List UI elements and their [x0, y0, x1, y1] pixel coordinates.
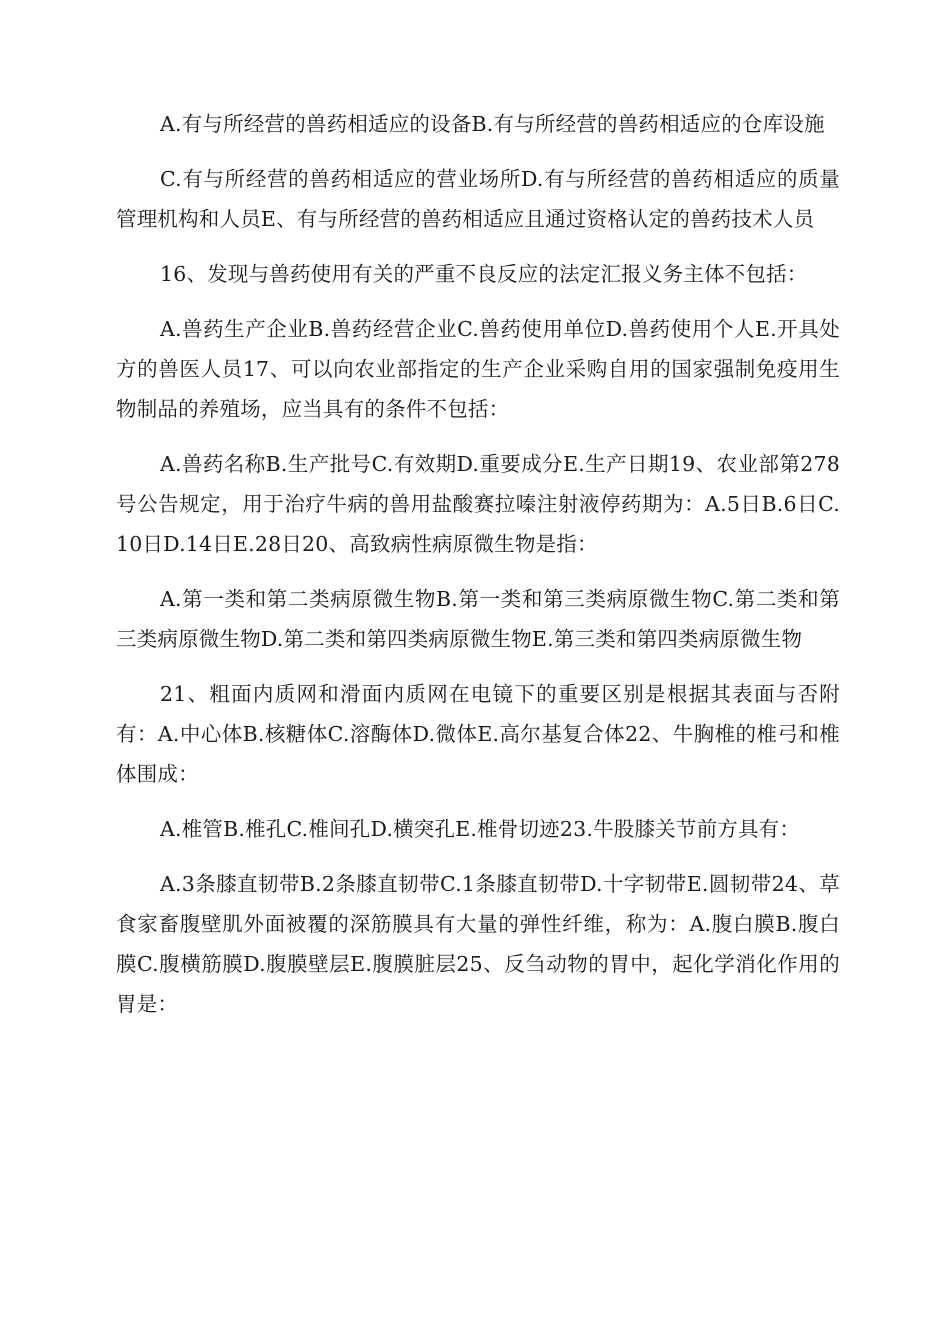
- paragraph-question-17: A.兽药生产企业B.兽药经营企业C.兽药使用单位D.兽药使用个人E.开具处方的兽医人员17、可以向农业部指定的生产企业采购自用的国家强制免疫用生物制品的养殖场，应当具有的条件不包括：: [116, 317, 840, 421]
- paragraph-options-20: A.第一类和第二类病原微生物B.第一类和第三类病原微生物C.第二类和第三类病原微生物D.第二类和第四类病原微生物E.第三类和第四类病原微生物: [116, 587, 840, 651]
- paragraph-options-a-b: A.有与所经营的兽药相适应的设备B.有与所经营的兽药相适应的仓库设施: [160, 112, 825, 136]
- paragraph-question-19-20: A.兽药名称B.生产批号C.有效期D.重要成分E.生产日期19、农业部第278号公告规定，用于治疗牛病的兽用盐酸赛拉嗪注射液停药期为：A.5日B.6日C.10日D.14日E.28日20、高致病性病原微生物是指：: [116, 452, 840, 556]
- paragraph-question-24-25: A.3条膝直韧带B.2条膝直韧带C.1条膝直韧带D.十字韧带E.圆韧带24、草食家畜腹壁肌外面被覆的深筋膜具有大量的弹性纤维，称为：A.腹白膜B.腹白膜C.腹横筋膜D.腹膜壁层E.腹膜脏层25、反刍动物的胃中，起化学消化作用的胃是：: [116, 872, 840, 1016]
- document-page: [116, 104, 840, 1039]
- paragraph-options-c-e: C.有与所经营的兽药相适应的营业场所D.有与所经营的兽药相适应的质量管理机构和人员E、有与所经营的兽药相适应且通过资格认定的兽药技术人员: [116, 167, 840, 231]
- paragraph-question-21-22: 21、粗面内质网和滑面内质网在电镜下的重要区别是根据其表面与否附有：A.中心体B.核糖体C.溶酶体D.微体E.高尔基复合体22、牛胸椎的椎弓和椎体围成：: [116, 682, 840, 786]
- paragraph-question-23: A.椎管B.椎孔C.椎间孔D.横突孔E.椎骨切迹23.牛股膝关节前方具有：: [160, 817, 801, 841]
- paragraph-question-16: 16、发现与兽药使用有关的严重不良反应的法定汇报义务主体不包括：: [160, 262, 808, 286]
